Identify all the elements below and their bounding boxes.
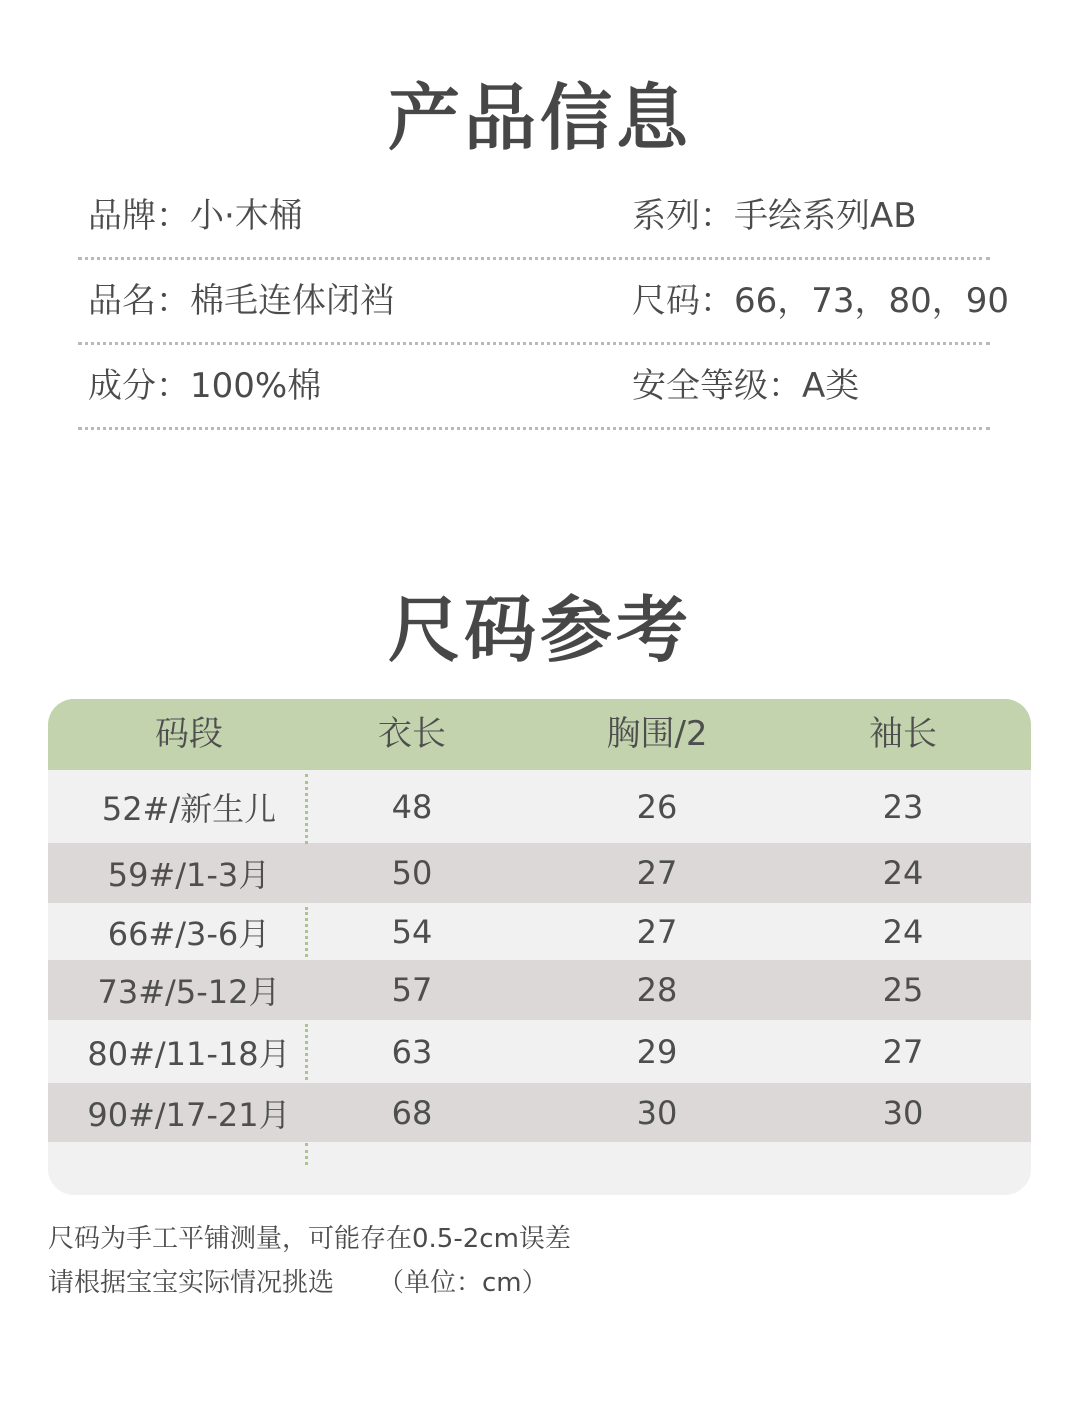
cell-chest: 27: [636, 912, 678, 951]
cell-size-range: 52#/新生儿: [101, 789, 277, 828]
table-row: [48, 843, 1031, 903]
size-table: [48, 699, 1031, 1195]
table-row: [48, 770, 1031, 843]
dotted-divider: [305, 1143, 308, 1165]
dotted-divider: [305, 907, 308, 957]
cell-chest: 28: [636, 971, 678, 1009]
cell-chest: 27: [636, 854, 678, 892]
table-row: [48, 1020, 1031, 1083]
measurement-note: 尺码为手工平铺测量，可能存在0.5-2cm误差: [48, 1224, 571, 1254]
cell-chest: 30: [636, 1093, 678, 1132]
header-size-range: 码段: [155, 714, 223, 754]
dotted-divider: [305, 1024, 308, 1080]
cell-chest: 29: [636, 1032, 678, 1071]
info-row: [78, 257, 1010, 345]
cell-sleeve: 27: [882, 1032, 924, 1071]
cell-size-range: 66#/3-6月: [107, 914, 271, 953]
sizes-text: 尺码：66，73，80，90: [632, 281, 1010, 321]
cell-chest: 26: [636, 787, 678, 826]
selection-note-text: 请根据宝宝实际情况挑选: [48, 1268, 335, 1298]
cell-size-range: 59#/1-3月: [107, 856, 271, 894]
product-info-title: 产品信息: [387, 76, 692, 160]
cell-sleeve: 23: [882, 787, 924, 826]
cell-size-range: 73#/5-12月: [97, 973, 281, 1011]
dotted-divider: [305, 774, 308, 844]
header-sleeve: 袖长: [869, 714, 937, 754]
cell-size-range: 80#/11-18月: [87, 1034, 291, 1073]
cell-sleeve: 24: [882, 912, 924, 951]
cell-sleeve: 24: [882, 854, 924, 892]
series-text: 系列：手绘系列AB: [632, 196, 917, 236]
table-header: [48, 699, 1031, 770]
cell-size-range: 90#/17-21月: [87, 1095, 291, 1134]
cell-sleeve: 30: [882, 1093, 924, 1132]
header-length: 衣长: [378, 714, 446, 754]
unit-note: （单位：cm）: [378, 1268, 548, 1298]
table-row: [48, 960, 1031, 1020]
cell-length: 48: [391, 787, 433, 826]
cell-length: 63: [391, 1032, 433, 1071]
material-text: 成分：100%棉: [88, 366, 322, 406]
selection-note: [48, 1262, 548, 1299]
cell-length: 54: [391, 912, 433, 951]
brand-text: 品牌：小·木桶: [88, 196, 303, 236]
header-chest: 胸围/2: [606, 714, 708, 754]
table-row: [48, 1083, 1031, 1142]
safety-grade-text: 安全等级：A类: [632, 366, 860, 406]
cell-length: 50: [391, 854, 433, 892]
table-row: [48, 903, 1031, 960]
info-row: [78, 342, 990, 430]
cell-length: 68: [391, 1093, 433, 1132]
product-name-text: 品名：棉毛连体闭裆: [88, 281, 394, 321]
size-reference-title: 尺码参考: [387, 588, 692, 672]
cell-sleeve: 25: [882, 971, 924, 1009]
cell-length: 57: [391, 971, 433, 1009]
info-row: [78, 172, 990, 260]
